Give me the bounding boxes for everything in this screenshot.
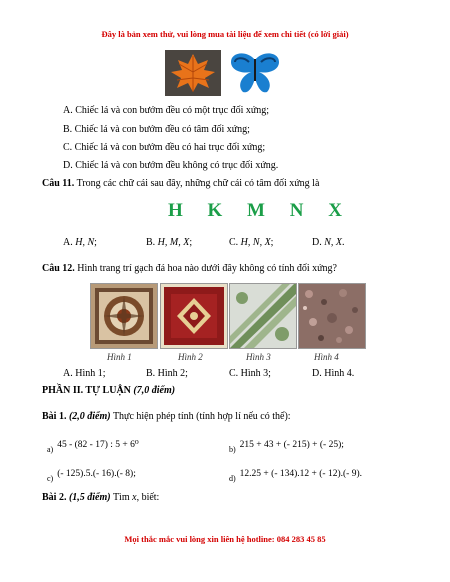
bai1-heading — [42, 411, 291, 422]
tile-image-2 — [160, 283, 228, 349]
butterfly-image — [227, 50, 283, 96]
q10-option-b: B. Chiếc lá và con bướm đều có tâm đối xứng; — [63, 124, 250, 135]
option-tail: . — [342, 237, 345, 248]
item-expression: 215 + 43 + (- 215) + (- 25); — [239, 440, 344, 450]
q11-option-c — [229, 237, 273, 248]
q10-option-a: A. Chiếc lá và con bướm đều có một trục đối xứng; — [63, 105, 270, 116]
q10-option-c: C. Chiếc lá và con bướm đều có hai trục đối xứng; — [63, 142, 266, 153]
tile-image-4 — [298, 283, 366, 349]
q12-option-d: D. Hình 4. — [312, 368, 355, 379]
option-letter: C. — [229, 237, 239, 248]
q12-option-b: B. Hình 2; — [146, 368, 188, 379]
q11-label: Câu 11. — [42, 178, 75, 189]
bai1-item-d — [229, 463, 362, 481]
option-letter: A. — [63, 237, 73, 248]
option-tail: ; — [189, 237, 193, 248]
bai1-item-a — [47, 434, 139, 452]
tile-image-3 — [229, 283, 297, 349]
item-label: d) — [229, 474, 236, 483]
q11-text: Trong các chữ cái sau đây, những chữ cái có tâm đối xứng là — [76, 178, 320, 189]
q12-label: Câu 12. — [42, 263, 75, 274]
footer-banner: Mọi thắc mắc vui lòng xin liên hệ hotline: 084 283 45 85 — [124, 534, 326, 544]
caption-hinh-2: Hình 2 — [178, 352, 203, 362]
option-value: H, N, X — [240, 237, 271, 248]
item-label: b) — [229, 445, 236, 454]
item-label: c) — [47, 474, 54, 483]
bai1-points: (2,0 điểm) — [68, 411, 111, 422]
q10-option-d: D. Chiếc lá và con bướm đều không có trục đối xứng. — [63, 160, 279, 171]
bai1-text: Thực hiện phép tính (tính hợp lí nếu có thể): — [112, 411, 291, 422]
bai1-label: Bài 1. — [42, 411, 67, 422]
q11-question — [42, 178, 319, 189]
q11-option-d — [312, 237, 345, 248]
item-expression: (- 125).5.(- 16).(- 8); — [57, 469, 136, 479]
bai2-text: Tìm — [112, 492, 130, 503]
part2-heading — [42, 385, 175, 396]
tile-image-1 — [90, 283, 158, 349]
item-label: a) — [47, 445, 54, 454]
header-banner: Đây là bản xem thử, vui lòng mua tài liệu để xem chi tiết (có lời giải) — [101, 29, 349, 39]
bai1-item-b — [229, 434, 344, 452]
option-value: H, N — [75, 237, 95, 248]
q11-option-b — [146, 237, 192, 248]
bai2-points: (1,5 điểm) — [68, 492, 111, 503]
option-letter: B. — [146, 237, 156, 248]
part2-title: PHẦN II. TỰ LUẬN — [42, 385, 131, 396]
leaf-image — [165, 50, 221, 96]
bai2-heading — [42, 492, 159, 503]
caption-hinh-1: Hình 1 — [107, 352, 132, 362]
item-expression: 45 - (82 - 17) : 5 + 6⁰ — [57, 440, 139, 450]
item-expression: 12.25 + (- 134).12 + (- 12).(- 9). — [239, 469, 362, 479]
q12-option-a: A. Hình 1; — [63, 368, 106, 379]
q11-letters: H K M N X — [168, 200, 352, 221]
q12-option-c: C. Hình 3; — [229, 368, 271, 379]
bai2-label: Bài 2. — [42, 492, 67, 503]
q11-option-a — [63, 237, 97, 248]
bai2-variable: x — [132, 492, 137, 503]
bai2-tail: , biết: — [136, 492, 160, 503]
caption-hinh-4: Hình 4 — [314, 352, 339, 362]
q12-text: Hình trang trí gạch đá hoa nào dưới đây không có tính đối xứng? — [77, 263, 337, 274]
part2-points: (7,0 điểm) — [133, 385, 176, 396]
caption-hinh-3: Hình 3 — [246, 352, 271, 362]
option-tail: ; — [94, 237, 97, 248]
option-tail: ; — [270, 237, 274, 248]
bai1-item-c — [47, 463, 136, 481]
option-value: H, M, X — [157, 237, 190, 248]
q12-question — [42, 263, 337, 274]
option-value: N, X — [324, 237, 343, 248]
option-letter: D. — [312, 237, 322, 248]
